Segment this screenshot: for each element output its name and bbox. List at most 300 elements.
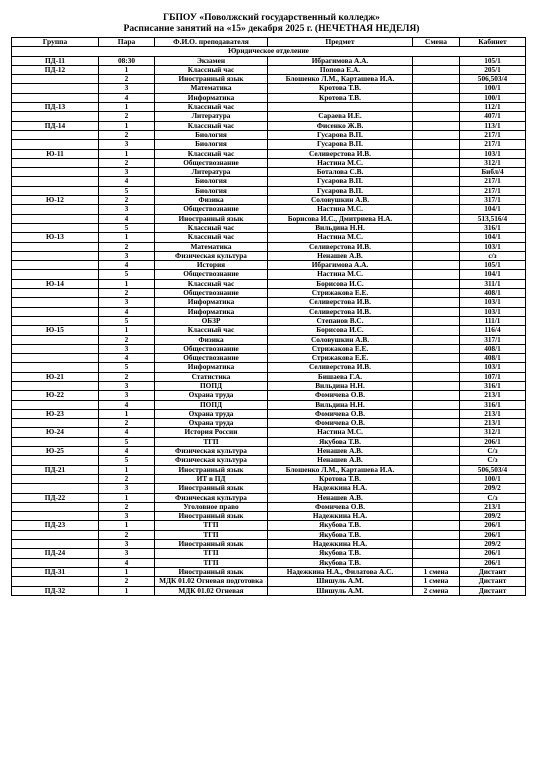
column4-cell: Якубова Т.В.	[268, 558, 413, 567]
room-cell: 217/1	[460, 140, 526, 149]
pair-cell: 4	[99, 177, 155, 186]
pair-cell: 2	[99, 419, 155, 428]
column3-cell: Классный час	[155, 103, 268, 112]
column3-cell: ТГП	[155, 558, 268, 567]
table-row	[12, 196, 526, 205]
column-header-teacher: Ф.И.О. преподавателя	[155, 38, 268, 47]
room-cell: С/з	[460, 447, 526, 456]
pair-cell: 3	[99, 381, 155, 390]
table-row	[12, 233, 526, 242]
shift-cell	[413, 363, 460, 372]
column3-cell: Иностранный язык	[155, 484, 268, 493]
shift-cell	[413, 335, 460, 344]
pair-cell: 1	[99, 149, 155, 158]
column4-cell: Кротова Т.В.	[268, 93, 413, 102]
room-cell: 112/1	[460, 103, 526, 112]
column3-cell: Классный час	[155, 326, 268, 335]
group-cell	[12, 558, 99, 567]
column4-cell: Гусарова В.П.	[268, 186, 413, 195]
column4-cell: Попова Е.А.	[268, 65, 413, 74]
group-cell	[12, 484, 99, 493]
pair-cell: 5	[99, 316, 155, 325]
column4-cell: Селиверстова И.В.	[268, 298, 413, 307]
room-cell: 103/1	[460, 307, 526, 316]
column4-cell: Ненашев А.В.	[268, 493, 413, 502]
shift-cell	[413, 549, 460, 558]
pair-cell: 5	[99, 186, 155, 195]
column4-cell: Селиверстова И.В.	[268, 242, 413, 251]
column3-cell: ПОПД	[155, 381, 268, 390]
table-row	[12, 270, 526, 279]
pair-cell: 3	[99, 484, 155, 493]
shift-cell	[413, 214, 460, 223]
column4-cell: Вильдина Н.Н.	[268, 223, 413, 232]
shift-cell	[413, 372, 460, 381]
pair-cell: 4	[99, 214, 155, 223]
column4-cell: Кротова Т.В.	[268, 84, 413, 93]
table-row	[12, 540, 526, 549]
shift-cell	[413, 103, 460, 112]
column3-cell: Информатика	[155, 93, 268, 102]
table-row	[12, 474, 526, 483]
pair-cell: 2	[99, 502, 155, 511]
room-cell: 100/1	[460, 84, 526, 93]
table-row	[12, 530, 526, 539]
shift-cell	[413, 93, 460, 102]
group-cell: Ю-11	[12, 149, 99, 158]
pair-cell: 4	[99, 354, 155, 363]
column3-cell: Иностранный язык	[155, 75, 268, 84]
table-row	[12, 586, 526, 595]
column4-cell: Борисова И.С.	[268, 326, 413, 335]
shift-cell	[413, 75, 460, 84]
table-row	[12, 251, 526, 260]
group-cell	[12, 419, 99, 428]
group-cell	[12, 205, 99, 214]
table-row	[12, 112, 526, 121]
pair-cell: 3	[99, 391, 155, 400]
column4-cell: Фомичева О.В.	[268, 409, 413, 418]
room-cell: 100/1	[460, 93, 526, 102]
column-header-pair: Пара	[99, 38, 155, 47]
column3-cell: Физическая культура	[155, 493, 268, 502]
table-row	[12, 465, 526, 474]
column4-cell: Селиверстова И.В.	[268, 149, 413, 158]
shift-cell	[413, 112, 460, 121]
table-row	[12, 549, 526, 558]
column4-cell: Надежкина Н.А.	[268, 540, 413, 549]
shift-cell	[413, 381, 460, 390]
pair-cell: 2	[99, 242, 155, 251]
group-cell	[12, 502, 99, 511]
table-row	[12, 558, 526, 567]
group-cell	[12, 186, 99, 195]
room-cell: 111/1	[460, 316, 526, 325]
column4-cell: Якубова Т.В.	[268, 530, 413, 539]
column4-cell: Фомичева О.В.	[268, 502, 413, 511]
column3-cell: Охрана труда	[155, 419, 268, 428]
room-cell: 103/1	[460, 149, 526, 158]
pair-cell: 1	[99, 233, 155, 242]
column3-cell: Информатика	[155, 307, 268, 316]
column3-cell: ОБЗР	[155, 316, 268, 325]
room-cell: 408/1	[460, 344, 526, 353]
column4-cell: Сараева И.Е.	[268, 112, 413, 121]
column4-cell: Селиверстова И.В.	[268, 363, 413, 372]
table-row	[12, 428, 526, 437]
room-cell: 116/4	[460, 326, 526, 335]
room-cell: 107/1	[460, 372, 526, 381]
table-row	[12, 186, 526, 195]
pair-cell: 4	[99, 307, 155, 316]
column4-cell: Боталова С.В.	[268, 168, 413, 177]
department-row	[12, 47, 526, 56]
group-cell	[12, 456, 99, 465]
column4-cell: Гусарова В.П.	[268, 177, 413, 186]
table-row	[12, 381, 526, 390]
pair-cell: 1	[99, 493, 155, 502]
table-row	[12, 577, 526, 586]
column4-cell	[268, 103, 413, 112]
shift-cell	[413, 474, 460, 483]
shift-cell	[413, 140, 460, 149]
column4-cell: Фомичева О.В.	[268, 391, 413, 400]
column4-cell: Вильдина Н.Н.	[268, 381, 413, 390]
shift-cell	[413, 242, 460, 251]
column4-cell: Блошенко Л.М., Карташева И.А.	[268, 465, 413, 474]
room-cell: 206/1	[460, 530, 526, 539]
column3-cell: Классный час	[155, 65, 268, 74]
shift-cell	[413, 447, 460, 456]
pair-cell: 2	[99, 158, 155, 167]
table-row	[12, 456, 526, 465]
group-cell	[12, 381, 99, 390]
column4-cell: Настина М.С.	[268, 205, 413, 214]
shift-cell	[413, 409, 460, 418]
table-row	[12, 75, 526, 84]
shift-cell	[413, 233, 460, 242]
pair-cell: 2	[99, 112, 155, 121]
group-cell: ПД-13	[12, 103, 99, 112]
room-cell: 104/1	[460, 205, 526, 214]
column3-cell: Обществознание	[155, 354, 268, 363]
schedule-table	[11, 37, 526, 596]
pair-cell: 3	[99, 540, 155, 549]
column3-cell: Физическая культура	[155, 456, 268, 465]
group-cell	[12, 214, 99, 223]
group-cell	[12, 540, 99, 549]
pair-cell: 2	[99, 130, 155, 139]
group-cell: ПД-11	[12, 56, 99, 65]
column4-cell: Вильдина Н.Н.	[268, 400, 413, 409]
column4-cell: Настина М.С.	[268, 270, 413, 279]
room-cell: 311/1	[460, 279, 526, 288]
pair-cell: 5	[99, 223, 155, 232]
table-row	[12, 205, 526, 214]
pair-cell: 4	[99, 428, 155, 437]
room-cell: 312/1	[460, 158, 526, 167]
shift-cell: 2 смена	[413, 586, 460, 595]
room-cell: 213/1	[460, 409, 526, 418]
shift-cell	[413, 316, 460, 325]
group-cell	[12, 168, 99, 177]
column3-cell: Биология	[155, 177, 268, 186]
shift-cell	[413, 168, 460, 177]
group-cell: ПД-12	[12, 65, 99, 74]
column4-cell: Шишуль А.М.	[268, 577, 413, 586]
column4-cell: Якубова Т.В.	[268, 549, 413, 558]
room-cell: 316/1	[460, 381, 526, 390]
column3-cell: Иностранный язык	[155, 214, 268, 223]
shift-cell	[413, 326, 460, 335]
column-header-room: Кабинет	[460, 38, 526, 47]
shift-cell	[413, 65, 460, 74]
shift-cell	[413, 493, 460, 502]
shift-cell	[413, 298, 460, 307]
group-cell	[12, 437, 99, 446]
room-cell: 103/1	[460, 363, 526, 372]
column4-cell: Кротова Т.В.	[268, 474, 413, 483]
shift-cell	[413, 289, 460, 298]
group-cell	[12, 289, 99, 298]
table-row	[12, 391, 526, 400]
column4-cell: Гусарова В.П.	[268, 140, 413, 149]
room-cell: 113/1	[460, 121, 526, 130]
column3-cell: ТГП	[155, 530, 268, 539]
table-row	[12, 335, 526, 344]
column3-cell: Биология	[155, 140, 268, 149]
column3-cell: Иностранный язык	[155, 540, 268, 549]
column3-cell: Обществознание	[155, 270, 268, 279]
room-cell: 317/1	[460, 196, 526, 205]
pair-cell: 1	[99, 567, 155, 576]
room-cell: 317/1	[460, 335, 526, 344]
pair-cell: 4	[99, 261, 155, 270]
column3-cell: Охрана труда	[155, 391, 268, 400]
column3-cell: Классный час	[155, 149, 268, 158]
group-cell: Ю-23	[12, 409, 99, 418]
shift-cell	[413, 261, 460, 270]
group-cell: Ю-15	[12, 326, 99, 335]
column4-cell: Стрижакова Е.Е.	[268, 354, 413, 363]
column4-cell: Стрижакова Е.Е.	[268, 344, 413, 353]
room-cell: с/з	[460, 251, 526, 260]
shift-cell	[413, 149, 460, 158]
group-cell	[12, 177, 99, 186]
column3-cell: ТГП	[155, 521, 268, 530]
column3-cell: Статистика	[155, 372, 268, 381]
pair-cell: 2	[99, 577, 155, 586]
table-row	[12, 493, 526, 502]
shift-cell	[413, 177, 460, 186]
column4-cell: Якубова Т.В.	[268, 521, 413, 530]
room-cell: 104/1	[460, 233, 526, 242]
shift-cell: 1 смена	[413, 577, 460, 586]
room-cell: 105/1	[460, 261, 526, 270]
group-cell	[12, 223, 99, 232]
table-row	[12, 84, 526, 93]
column4-cell: Стрижакова Е.Е.	[268, 289, 413, 298]
table-header-row	[12, 38, 526, 47]
table-row	[12, 121, 526, 130]
table-row	[12, 261, 526, 270]
column3-cell: Обществознание	[155, 289, 268, 298]
room-cell: 206/1	[460, 437, 526, 446]
column4-cell: Борисова И.С.	[268, 279, 413, 288]
shift-cell	[413, 270, 460, 279]
column3-cell: Физическая культура	[155, 251, 268, 260]
group-cell	[12, 354, 99, 363]
room-cell: 513,516/4	[460, 214, 526, 223]
room-cell: Дистант	[460, 567, 526, 576]
group-cell: ПД-32	[12, 586, 99, 595]
group-cell: Ю-14	[12, 279, 99, 288]
table-row	[12, 316, 526, 325]
pair-cell: 4	[99, 447, 155, 456]
shift-cell	[413, 558, 460, 567]
pair-cell: 5	[99, 363, 155, 372]
group-cell	[12, 316, 99, 325]
pair-cell: 2	[99, 474, 155, 483]
column4-cell: Настина М.С.	[268, 428, 413, 437]
room-cell: 206/1	[460, 549, 526, 558]
shift-cell	[413, 279, 460, 288]
table-row	[12, 56, 526, 65]
shift-cell	[413, 456, 460, 465]
pair-cell: 1	[99, 409, 155, 418]
shift-cell	[413, 465, 460, 474]
shift-cell	[413, 121, 460, 130]
room-cell: 209/2	[460, 540, 526, 549]
group-cell	[12, 335, 99, 344]
shift-cell	[413, 196, 460, 205]
table-row	[12, 65, 526, 74]
room-cell: 506,503/4	[460, 75, 526, 84]
group-cell	[12, 158, 99, 167]
table-row	[12, 158, 526, 167]
pair-cell: 1	[99, 103, 155, 112]
group-cell	[12, 84, 99, 93]
column3-cell: ПОПД	[155, 400, 268, 409]
group-cell	[12, 75, 99, 84]
department-label: Юридическое отделение	[12, 47, 526, 56]
room-cell: 506,503/4	[460, 465, 526, 474]
column3-cell: Иностранный язык	[155, 567, 268, 576]
room-cell: 316/1	[460, 223, 526, 232]
column3-cell: Физика	[155, 335, 268, 344]
column4-cell: Шишуль А.М.	[268, 586, 413, 595]
room-cell: 213/1	[460, 502, 526, 511]
group-cell	[12, 130, 99, 139]
shift-cell	[413, 251, 460, 260]
pair-cell: 1	[99, 465, 155, 474]
pair-cell: 3	[99, 140, 155, 149]
table-row	[12, 447, 526, 456]
column3-cell: МДК 01.02 Огневая	[155, 586, 268, 595]
pair-cell: 1	[99, 65, 155, 74]
table-row	[12, 214, 526, 223]
shift-cell	[413, 484, 460, 493]
table-row	[12, 484, 526, 493]
pair-cell: 5	[99, 270, 155, 279]
group-cell: ПД-21	[12, 465, 99, 474]
column3-cell: Иностранный язык	[155, 512, 268, 521]
shift-cell	[413, 344, 460, 353]
table-row	[12, 326, 526, 335]
shift-cell: 1 смена	[413, 567, 460, 576]
pair-cell: 3	[99, 512, 155, 521]
table-row	[12, 372, 526, 381]
room-cell: 103/1	[460, 298, 526, 307]
group-cell	[12, 530, 99, 539]
group-cell: ПД-22	[12, 493, 99, 502]
pair-cell: 1	[99, 279, 155, 288]
column3-cell: Литература	[155, 112, 268, 121]
table-row	[12, 140, 526, 149]
room-cell: 213/1	[460, 391, 526, 400]
table-row	[12, 344, 526, 353]
shift-cell	[413, 158, 460, 167]
shift-cell	[413, 502, 460, 511]
table-row	[12, 93, 526, 102]
pair-cell: 2	[99, 196, 155, 205]
pair-cell: 1	[99, 586, 155, 595]
table-row	[12, 512, 526, 521]
table-row	[12, 400, 526, 409]
shift-cell	[413, 186, 460, 195]
column3-cell: Обществознание	[155, 158, 268, 167]
column4-cell: Якубова Т.В.	[268, 437, 413, 446]
table-row	[12, 168, 526, 177]
room-cell: С/з	[460, 493, 526, 502]
column-header-subject: Предмет	[268, 38, 413, 47]
room-cell: 217/1	[460, 130, 526, 139]
pair-cell: 3	[99, 549, 155, 558]
group-cell: Ю-12	[12, 196, 99, 205]
column4-cell: Надежкина Н.А.	[268, 512, 413, 521]
column3-cell: Биология	[155, 130, 268, 139]
column3-cell: Обществознание	[155, 344, 268, 353]
group-cell	[12, 251, 99, 260]
column3-cell: ИТ в ПД	[155, 474, 268, 483]
column4-cell: Ненашев А.В.	[268, 447, 413, 456]
table-row	[12, 130, 526, 139]
table-row	[12, 409, 526, 418]
column4-cell: Настина М.С.	[268, 233, 413, 242]
column4-cell: Борисова И.С., Дмитриева Н.А.	[268, 214, 413, 223]
group-cell	[12, 140, 99, 149]
room-cell: Библ/4	[460, 168, 526, 177]
room-cell: С/з	[460, 456, 526, 465]
group-cell	[12, 242, 99, 251]
pair-cell: 5	[99, 456, 155, 465]
college-name: ГБПОУ «Поволжский государственный колледж»	[163, 12, 380, 23]
shift-cell	[413, 428, 460, 437]
table-row	[12, 502, 526, 511]
column3-cell: Информатика	[155, 298, 268, 307]
table-row	[12, 103, 526, 112]
table-row	[12, 298, 526, 307]
group-cell	[12, 474, 99, 483]
table-row	[12, 242, 526, 251]
room-cell: 206/1	[460, 521, 526, 530]
group-cell: ПД-24	[12, 549, 99, 558]
table-row	[12, 279, 526, 288]
group-cell: Ю-21	[12, 372, 99, 381]
pair-cell: 2	[99, 289, 155, 298]
group-cell	[12, 400, 99, 409]
room-cell: 316/1	[460, 400, 526, 409]
